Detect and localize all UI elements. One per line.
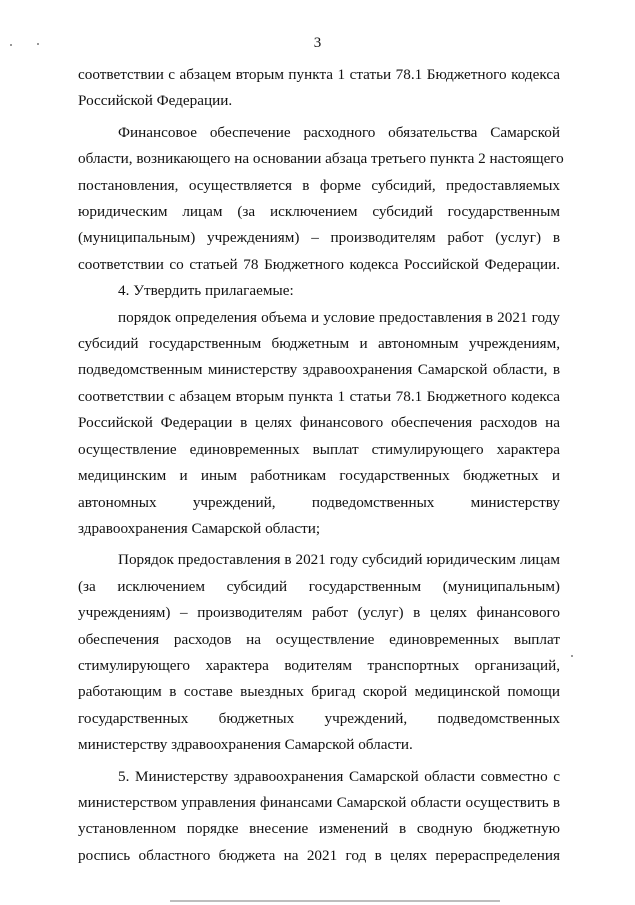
- text-line: постановления, осуществляется в форме субсидий, предоставляемых: [78, 176, 560, 194]
- text-line: здравоохранения Самарской области;: [78, 519, 321, 537]
- paragraph-approve: [78, 278, 560, 304]
- text-line: (муниципальным) учреждениям) – производителям работ (услуг) в: [78, 229, 560, 247]
- text-line: установленном порядке внесение изменений в сводную бюджетную: [78, 820, 560, 838]
- text-line: соответствии с абзацем вторым пункта 1 статьи 78.1 Бюджетного кодекса: [78, 387, 560, 405]
- text-line: медицинским и иным работникам государственных бюджетных и: [78, 467, 560, 485]
- paragraph-procedure-legal: [78, 547, 560, 758]
- paragraph-procedure-volume: [78, 305, 560, 543]
- text-line: подведомственным министерству здравоохранения Самарской области, в: [78, 361, 560, 379]
- paragraph-financial-support: [78, 120, 564, 278]
- text-line: государственных бюджетных учреждений, подведомственных: [78, 709, 560, 727]
- text-line: порядок определения объема и условие предоставления в 2021 году: [118, 308, 560, 326]
- text-line: работающим в составе выездных бригад скорой медицинской помощи: [78, 683, 560, 701]
- text-line: субсидий государственным бюджетным и автономным учреждениям,: [78, 335, 560, 353]
- text-line: Финансовое обеспечение расходного обязательства Самарской: [118, 123, 560, 141]
- text-line: области, возникающего на основании абзаца третьего пункта 2 настоящего: [78, 150, 564, 168]
- text-line: юридическим лицам (за исключением субсидий государственным: [78, 203, 560, 221]
- text-line: обеспечения расходов на осуществление единовременных выплат: [78, 630, 560, 648]
- text-line: министерством управления финансами Самарской области осуществить в: [78, 793, 560, 811]
- text-line: Порядок предоставления в 2021 году субсидий юридическим лицам: [118, 551, 560, 569]
- text-line: соответствии с абзацем вторым пункта 1 статьи 78.1 Бюджетного кодекса: [78, 66, 560, 83]
- text-line: стимулирующего характера водителям транспортных организаций,: [78, 656, 560, 674]
- text-line: (за исключением субсидий государственным (муниципальным): [78, 577, 560, 595]
- page-number: 3: [313, 35, 322, 51]
- text-line: осуществление единовременных выплат стимулирующего характера: [78, 440, 560, 458]
- text-line: роспись областного бюджета на 2021 год в целях перераспределения: [78, 846, 560, 864]
- text-line: учреждениям) – производителям работ (услуг) в целях финансового: [78, 604, 560, 622]
- paragraph-continuation: [78, 62, 560, 115]
- text-line: министерству здравоохранения Самарской области.: [78, 736, 413, 754]
- paragraph-ministry: [78, 764, 560, 870]
- text-line: 5. Министерству здравоохранения Самарской области совместно с: [118, 767, 560, 785]
- scan-edge-line: [170, 900, 500, 902]
- text-line: соответствии со статьей 78 Бюджетного кодекса Российской Федерации.: [78, 255, 560, 273]
- text-line: Российской Федерации.: [78, 92, 233, 110]
- scan-speck: [571, 655, 573, 657]
- text-line: 4. Утвердить прилагаемые:: [118, 282, 294, 300]
- scan-speck: [37, 43, 39, 45]
- text-line: автономных учреждений, подведомственных министерству: [78, 493, 560, 511]
- text-line: Российской Федерации в целях финансового обеспечения расходов на: [78, 414, 560, 432]
- document-body: [78, 62, 564, 869]
- scan-speck: [10, 44, 12, 46]
